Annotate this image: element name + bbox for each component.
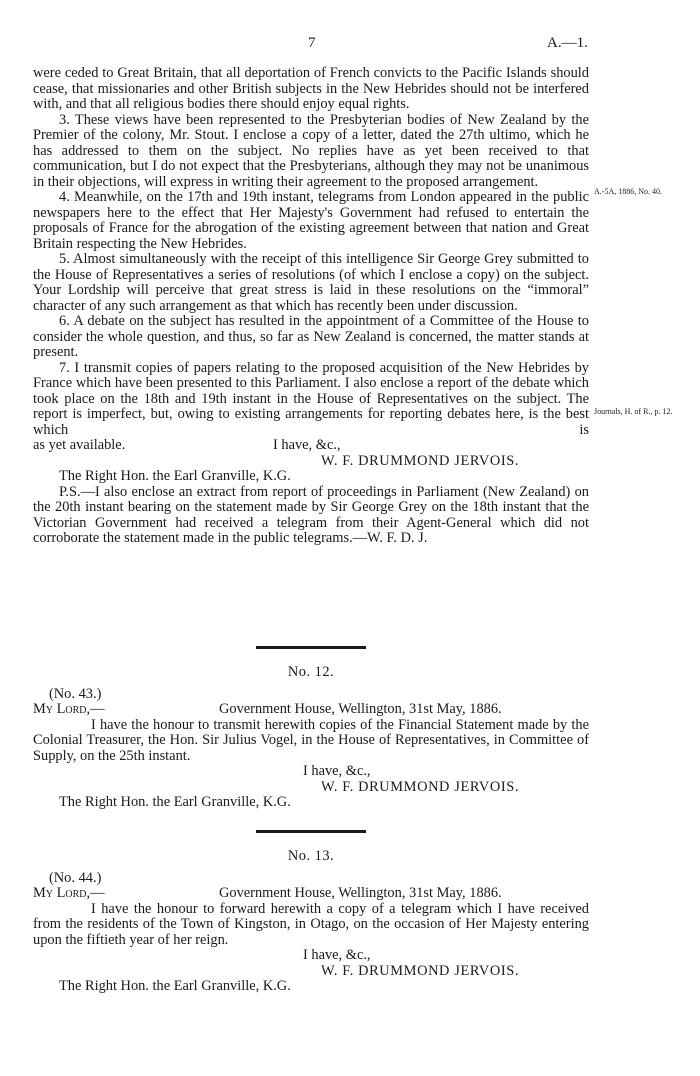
signature: W. F. DRUMMOND JERVOIS. — [321, 962, 520, 979]
closing: I have, &c., — [303, 763, 371, 779]
letter-title: No. 13. — [287, 848, 335, 864]
salutation: My Lord,— — [33, 701, 105, 717]
place-date: Government House, Wellington, 31st May, 1886. — [219, 885, 502, 901]
paragraph-4: 4. Meanwhile, on the 17th and 19th instant, telegrams from London appeared in the public newspapers here to the effect that Her Majesty's Government had refused to entertain the proposals of France for the abrogation of the existing agreement between that nation and Great Britain respecting the New Hebrides. — [33, 189, 589, 252]
letter-reference: (No. 44.) — [49, 869, 102, 886]
letter-body: I have the honour to transmit herewith copies of the Financial Statement made by the Colonial Treasurer, the Hon. Sir Julius Vogel, in the House of Representatives, in Committee of Supply, on the 25th instant. — [33, 716, 589, 764]
page-number: 7 — [308, 35, 316, 51]
section-divider — [256, 646, 366, 649]
closing: I have, &c., — [303, 947, 371, 963]
letter-title: No. 12. — [287, 664, 335, 680]
signature: W. F. DRUMMOND JERVOIS. — [321, 452, 520, 469]
paragraph-5: 5. Almost simultaneously with the receipt of this intelligence Sir George Grey submitted to the House of Representatives a series of resolutions (of which I enclose a copy) on the subject. Your Lordship will perceive that great stress is laid in these resolutions on the “immoral” character of any such arrangement as that which has recently been under discussion. — [33, 251, 589, 314]
paragraph-3: 3. These views have been represented to the Presbyterian bodies of New Zealand by the Premier of the colony, Mr. Stout. I enclose a copy of a letter, dated the 27th ultimo, which he has addressed to them on the subject. No replies have as yet been received to that communication, but I do not expect that the Presbyterians, although they may not be unanimous in their objections, will express in writing their agreement to the proposed arrangement. — [33, 111, 589, 190]
addressee: The Right Hon. the Earl Granville, K.G. — [59, 468, 291, 484]
closing: I have, &c., — [273, 437, 341, 453]
despatch-continuation — [33, 66, 589, 547]
letter-no-12 — [33, 646, 589, 811]
letter-reference: (No. 43.) — [49, 685, 102, 702]
document-reference: A.—1. — [547, 35, 588, 51]
paragraph-7-end: as yet available. — [33, 437, 126, 453]
place-date: Government House, Wellington, 31st May, 1886. — [219, 701, 502, 717]
postscript: P.S.—I also enclose an extract from report of proceedings in Parliament (New Zealand) on the 20th instant bearing on the statement made by Sir George Grey on the 18th instant that the Victorian Government had received a telegram from their Agent-General which did not corroborate the statement made in the public telegrams.—W. F. D. J. — [33, 483, 589, 546]
letter-no-13 — [33, 830, 589, 995]
signature: W. F. DRUMMOND JERVOIS. — [321, 778, 520, 795]
paragraph-7: 7. I transmit copies of papers relating to the proposed acquisition of the New Hebrides by France which have been presented to this Parliament. I also enclose a report of the debate which took place on the 18th and 19th instant in the House of Representatives on the subject. The report is imperfect, but, owing to existing arrangements for reporting debates here, is the best which is — [33, 359, 589, 438]
page-header — [0, 36, 700, 54]
addressee: The Right Hon. the Earl Granville, K.G. — [59, 978, 291, 994]
letter-body: I have the honour to forward herewith a copy of a telegram which I have received from the residents of the Town of Kingston, in Otago, on the occasion of Her Majesty entering upon the fiftieth year of her reign. — [33, 900, 589, 948]
margin-note-1: A.-5A, 1886, No. 40. — [594, 187, 662, 196]
paragraph-6: 6. A debate on the subject has resulted in the appointment of a Committee of the House to consider the whole question, and thus, so far as New Zealand is concerned, the matter stands at present. — [33, 313, 589, 360]
paragraph-continued: were ceded to Great Britain, that all deportation of French convicts to the Pacific Islands should cease, that missionaries and other British subjects in the New Hebrides should not be interfered with, and that all religious bodies there should enjoy equal rights. — [33, 65, 589, 112]
salutation: My Lord,— — [33, 885, 105, 901]
section-divider — [256, 830, 366, 833]
margin-note-2: Journals, H. of R., p. 12. — [594, 407, 673, 416]
addressee: The Right Hon. the Earl Granville, K.G. — [59, 794, 291, 810]
